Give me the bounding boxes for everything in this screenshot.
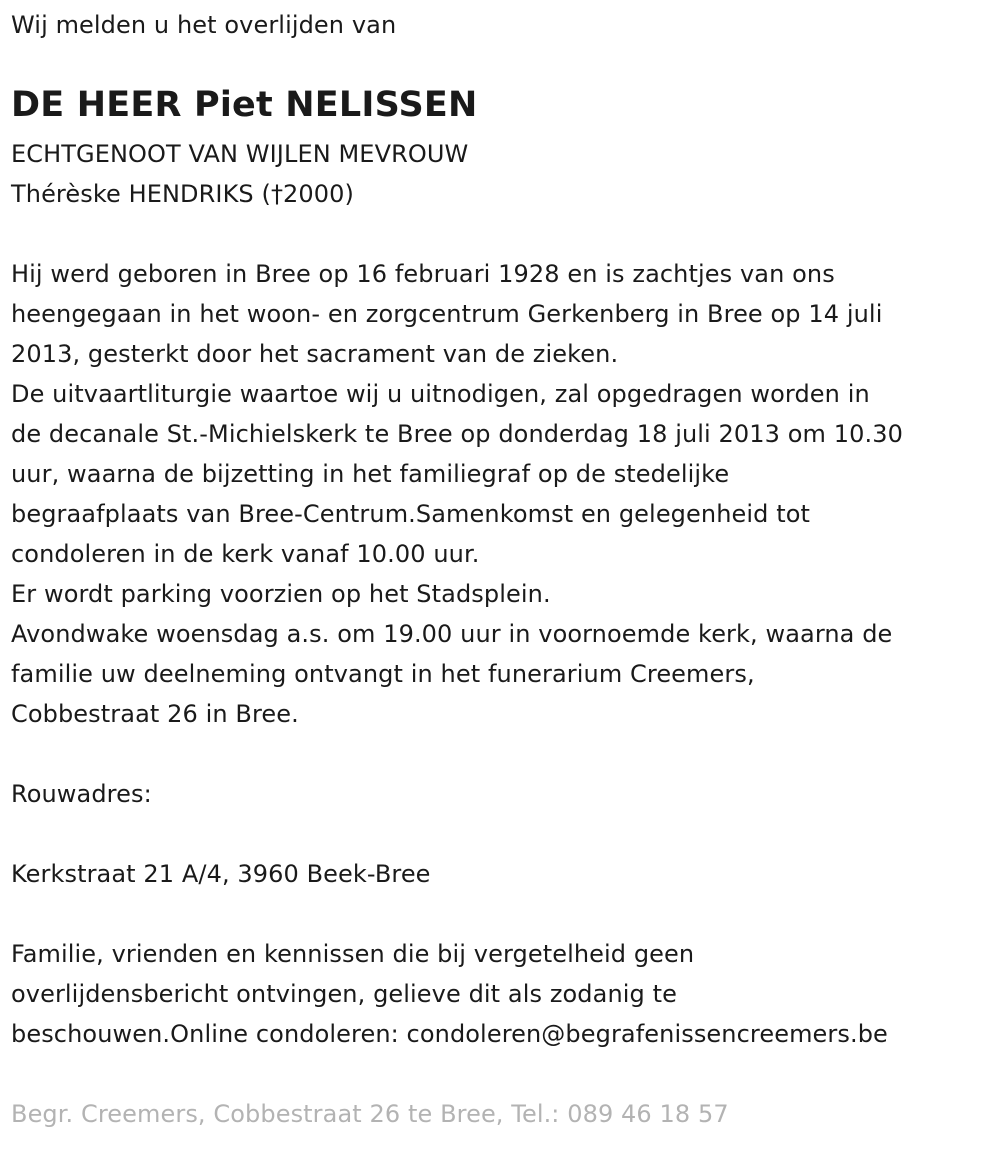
deceased-name: DE HEER Piet NELISSEN [11, 85, 478, 125]
closing-line: beschouwen.Online condoleren: condoleren@begrafenissencreemers.be [11, 1020, 888, 1048]
spouse-line-2: Thérèske HENDRIKS (†2000) [11, 180, 354, 208]
body-line: Avondwake woensdag a.s. om 19.00 uur in voornoemde kerk, waarna de [11, 620, 893, 648]
body-line: begraafplaats van Bree-Centrum.Samenkomst en gelegenheid tot [11, 500, 811, 528]
body-line: heengegaan in het woon- en zorgcentrum Gerkenberg in Bree op 14 juli [11, 300, 883, 328]
body-line: Hij werd geboren in Bree op 16 februari 1928 en is zachtjes van ons [11, 260, 835, 288]
intro-text: Wij melden u het overlijden van [11, 11, 397, 39]
body-line: de decanale St.-Michielskerk te Bree op donderdag 18 juli 2013 om 10.30 [11, 420, 903, 448]
body-line: Er wordt parking voorzien op het Stadsplein. [11, 580, 551, 608]
mourning-address: Kerkstraat 21 A/4, 3960 Beek-Bree [11, 860, 431, 888]
body-line: uur, waarna de bijzetting in het familiegraf op de stedelijke [11, 460, 730, 488]
body-line: 2013, gesterkt door het sacrament van de zieken. [11, 340, 619, 368]
address-label: Rouwadres: [11, 780, 152, 808]
body-line: condoleren in de kerk vanaf 10.00 uur. [11, 540, 480, 568]
body-line: familie uw deelneming ontvangt in het funerarium Creemers, [11, 660, 755, 688]
body-line: Cobbestraat 26 in Bree. [11, 700, 299, 728]
body-line: De uitvaartliturgie waartoe wij u uitnodigen, zal opgedragen worden in [11, 380, 870, 408]
closing-line: Familie, vrienden en kennissen die bij vergetelheid geen [11, 940, 695, 968]
spouse-line-1: ECHTGENOOT VAN WIJLEN MEVROUW [11, 140, 469, 168]
closing-line: overlijdensbericht ontvingen, gelieve dit als zodanig te [11, 980, 677, 1008]
funeral-home-footer: Begr. Creemers, Cobbestraat 26 te Bree, Tel.: 089 46 18 57 [11, 1100, 729, 1128]
